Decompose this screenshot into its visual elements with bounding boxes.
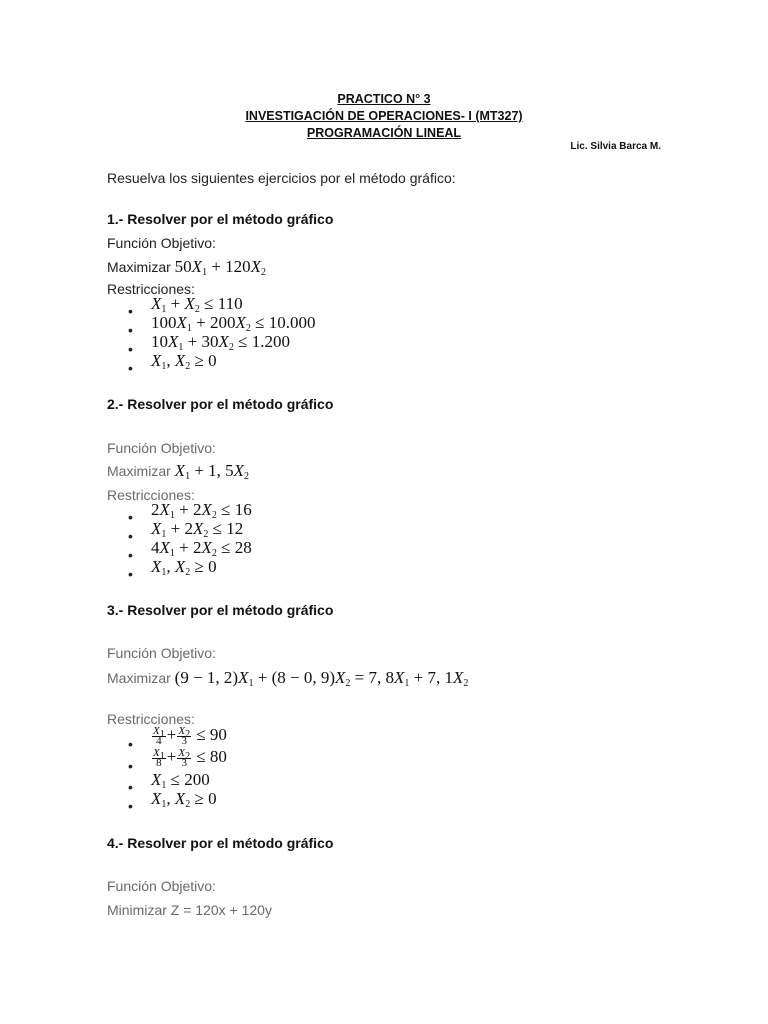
- constraint: $X_1$, $X_2 \ge 0$: [151, 557, 217, 578]
- intro-text: Resuelva los siguientes ejercicios por el método gráfico:: [107, 170, 456, 186]
- fraction: $\frac{X_1}{4}$: [153, 724, 165, 747]
- exercise-3-constraints-label: Restricciones:: [107, 711, 195, 727]
- exercise-2-objective: [107, 462, 249, 480]
- topic-title: PROGRAMACIÓN LINEAL: [306, 126, 462, 140]
- constraint: $4X_1 + 2X_2 \le 28$: [151, 538, 252, 559]
- objective-formula: $50X_1 + 120X_2$: [174, 257, 267, 278]
- bullet: •: [128, 360, 133, 376]
- bullet: •: [128, 798, 133, 814]
- exercise-4-title: 4.- Resolver por el método gráfico: [107, 835, 334, 851]
- fraction: $\frac{X_2}{3}$: [178, 724, 191, 747]
- objective-formula: Z = 120x + 120y: [170, 902, 272, 918]
- constraint: $10X_1 + 30X_2 \le 1.200$: [151, 332, 290, 353]
- bullet: •: [128, 736, 133, 752]
- exercise-2-title: 2.- Resolver por el método gráfico: [107, 396, 334, 412]
- constraint: $100X_1 + 200X_2 \le 10.000$: [151, 313, 316, 334]
- author-name: Lic. Silvia Barca M.: [570, 141, 661, 152]
- constraint: $2X_1 + 2X_2 \le 16$: [151, 500, 252, 521]
- bullet: •: [128, 547, 133, 563]
- bullet: •: [128, 758, 133, 774]
- exercise-2-objective-label: Función Objetivo:: [107, 440, 216, 456]
- constraint: $X_1$, $X_2 \ge 0$: [151, 351, 217, 372]
- exercise-4-objective: [107, 902, 272, 919]
- exercise-1-title: 1.- Resolver por el método gráfico: [107, 211, 334, 227]
- constraint: $X_1 + X_2 \le 110$: [151, 294, 243, 315]
- minimize-label: Minimizar: [107, 902, 167, 918]
- constraint: $X_1 + 2X_2 \le 12$: [151, 519, 244, 540]
- exercise-1-objective-label: Función Objetivo:: [107, 235, 216, 251]
- constraint: $X_1 \le 200$: [151, 770, 210, 791]
- exercise-3-objective-label: Función Objetivo:: [107, 645, 216, 661]
- fraction: $\frac{X_1}{8}$: [153, 746, 165, 769]
- maximize-label: Maximizar: [107, 463, 171, 479]
- maximize-label: Maximizar: [107, 670, 171, 686]
- exercise-1-constraints-label: Restricciones:: [107, 281, 195, 297]
- exercise-3-title: 3.- Resolver por el método gráfico: [107, 602, 334, 618]
- bullet: •: [128, 322, 133, 338]
- constraint: $\frac{X_1}{8}$ + $\frac{X_2}{3}$ ≤ 80: [153, 746, 227, 769]
- bullet: •: [128, 341, 133, 357]
- bullet: •: [128, 779, 133, 795]
- bullet: •: [128, 528, 133, 544]
- maximize-label: Maximizar: [107, 259, 171, 275]
- bullet: •: [128, 303, 133, 319]
- doc-title: PRACTICO N° 3: [337, 92, 431, 106]
- exercise-1-objective: [107, 258, 266, 276]
- constraint: $\frac{X_1}{4}$ + $\frac{X_2}{3}$ ≤ 90: [153, 724, 227, 747]
- objective-formula: (9 − 1, $2)X_1 + (8 - 0$, $9)X_2 = 7$, $8X_1 + 7$, $1X_2$: [174, 668, 469, 689]
- course-title: INVESTIGACIÓN DE OPERACIONES- I (MT327): [245, 109, 523, 123]
- exercise-3-objective: [107, 669, 468, 687]
- fraction: $\frac{X_2}{3}$: [178, 746, 191, 769]
- objective-formula: $X_1 + 1$, $5X_2$: [174, 461, 250, 482]
- bullet: •: [128, 566, 133, 582]
- exercise-2-constraints-label: Restricciones:: [107, 487, 195, 503]
- constraint: $X_1$, $X_2 \ge 0$: [151, 789, 217, 810]
- exercise-4-objective-label: Función Objetivo:: [107, 878, 216, 894]
- bullet: •: [128, 509, 133, 525]
